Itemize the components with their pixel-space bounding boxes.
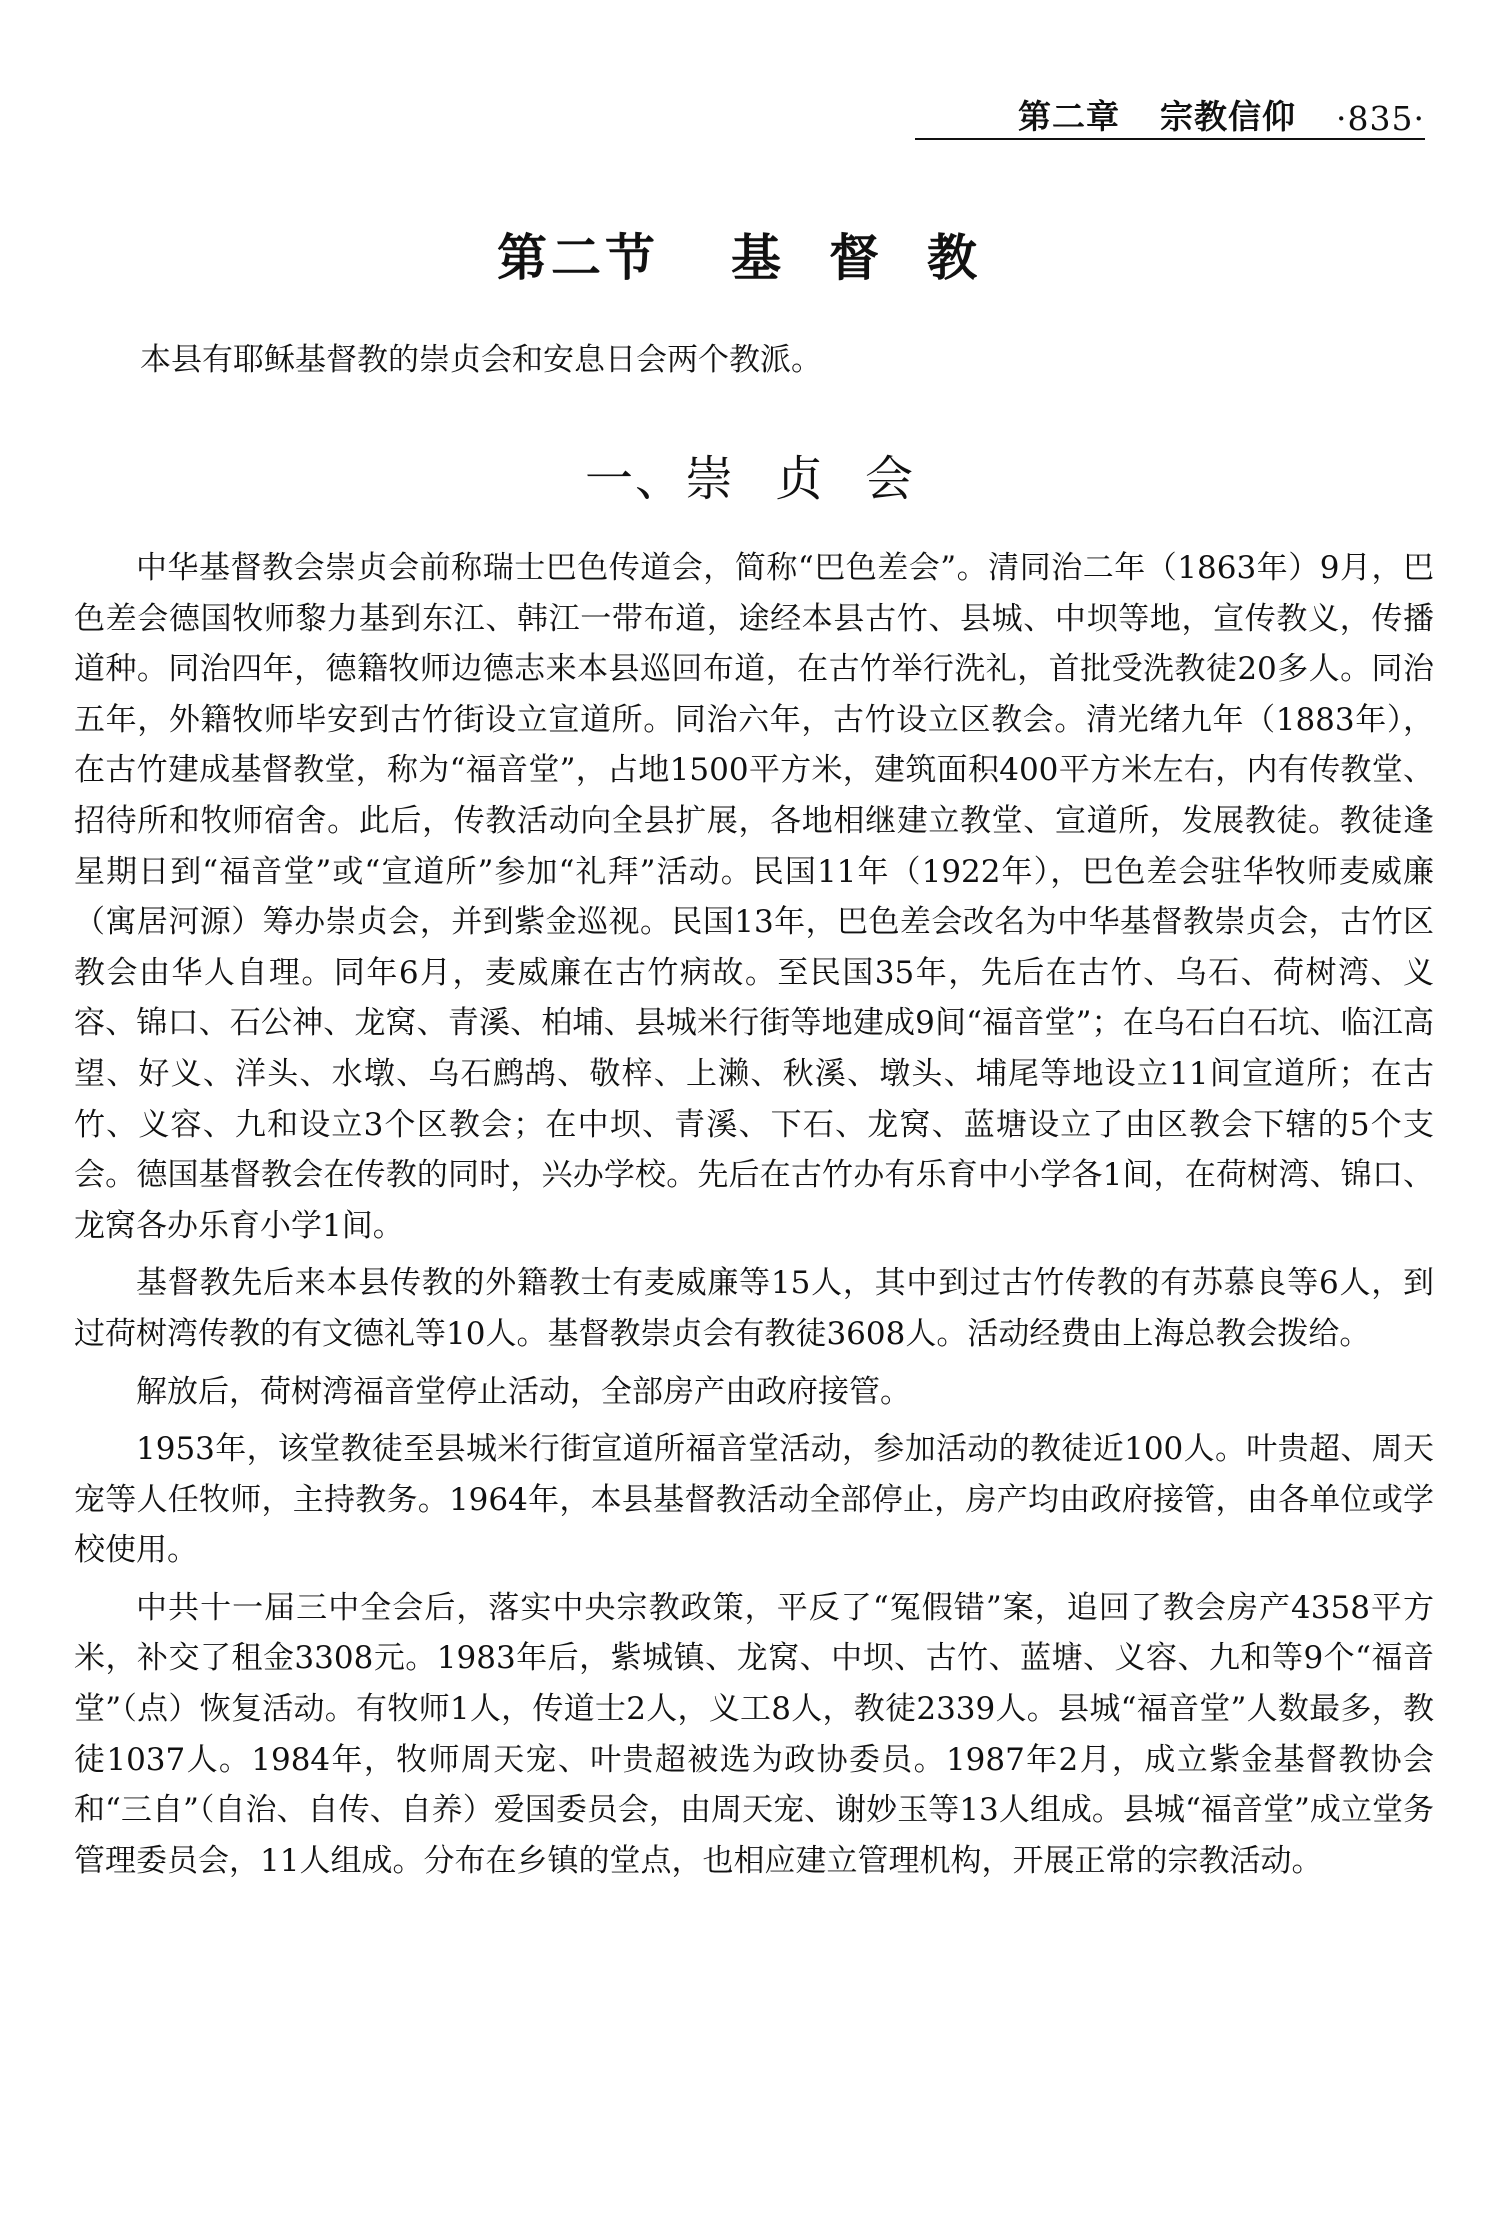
paragraph: 解放后，荷树湾福音堂停止活动，全部房产由政府接管。 bbox=[136, 1373, 911, 1410]
subsection-title-char: 一、崇 bbox=[584, 451, 735, 507]
section-title bbox=[0, 218, 1500, 290]
subsection-title-char: 贞 bbox=[774, 451, 825, 507]
section-title-char: 督 bbox=[829, 229, 883, 287]
subsection-title-char: 会 bbox=[865, 451, 916, 507]
paragraph: 中共十一届三中全会后，落实中央宗教政策，平反了“冤假错”案，追回了教会房产4358平方米，补交了租金3308元。1983年后，紫城镇、龙窝、中坝、古竹、蓝塘、义容、九和等9个“福音堂”（点）恢复活动。有牧师1人，传道士2人，义工8人，教徒2339人。县城“福音堂”人数最多，教徒1037人。1984年，牧师周天宠、叶贵超被选为政协委员。1987年2月，成立紫金基督教协会和“三自”（自治、自传、自养）爱国委员会，由周天宠、谢妙玉等13人组成。县城“福音堂”成立堂务管理委员会，11人组成。分布在乡镇的堂点，也相应建立管理机构，开展正常的宗教活动。 bbox=[74, 1589, 1434, 1879]
subsection-title bbox=[0, 440, 1500, 509]
page-number: ·835· bbox=[1336, 99, 1425, 138]
header-rule bbox=[915, 138, 1425, 140]
section-title-char: 基 bbox=[731, 229, 785, 287]
section-number: 第二节 bbox=[497, 229, 659, 287]
paragraph: 基督教先后来本县传教的外籍教士有麦威廉等15人，其中到过古竹传教的有苏慕良等6人，到过荷树湾传教的有文德礼等10人。基督教崇贞会有教徒3608人。活动经费由上海总教会拨给。 bbox=[74, 1265, 1434, 1352]
chapter-topic: 宗教信仰 bbox=[1160, 97, 1297, 136]
body-text bbox=[74, 543, 1434, 1893]
section-title-char: 教 bbox=[927, 229, 981, 287]
section-intro: 本县有耶稣基督教的崇贞会和安息日会两个教派。 bbox=[140, 342, 822, 378]
paragraph: 中华基督教会崇贞会前称瑞士巴色传道会，简称“巴色差会”。清同治二年（1863年）9月，巴色差会德国牧师黎力基到东江、韩江一带布道，途经本县古竹、县城、中坝等地，宣传教义，传播道种。同治四年，德籍牧师边德志来本县巡回布道，在古竹举行洗礼，首批受洗教徒20多人。同治五年，外籍牧师毕安到古竹街设立宣道所。同治六年，古竹设立区教会。清光绪九年（1883年），在古竹建成基督教堂，称为“福音堂”，占地1500平方米，建筑面积400平方米左右，内有传教堂、招待所和牧师宿舍。此后，传教活动向全县扩展，各地相继建立教堂、宣道所，发展教徒。教徒逢星期日到“福音堂”或“宣道所”参加“礼拜”活动。民国11年（1922年），巴色差会驻华牧师麦威廉（寓居河源）筹办崇贞会，并到紫金巡视。民国13年，巴色差会改名为中华基督教崇贞会，古竹区教会由华人自理。同年6月，麦威廉在古竹病故。至民国35年，先后在古竹、乌石、荷树湾、义容、锦口、石公神、龙窝、青溪、柏埔、县城米行街等地建成9间“福音堂”；在乌石白石坑、临江高望、好义、洋头、水墩、乌石鹧鸪、敬梓、上濑、秋溪、墩头、埔尾等地设立11间宣道所；在古竹、义容、九和设立3个区教会；在中坝、青溪、下石、龙窝、蓝塘设立了由区教会下辖的5个支会。德国基督教会在传教的同时，兴办学校。先后在古竹办有乐育中小学各1间，在荷树湾、锦口、龙窝各办乐育小学1间。 bbox=[74, 550, 1434, 1244]
chapter-label: 第二章 bbox=[1018, 97, 1121, 136]
running-header bbox=[915, 82, 1425, 138]
paragraph: 1953年，该堂教徒至县城米行街宣道所福音堂活动，参加活动的教徒近100人。叶贵超、周天宠等人任牧师，主持教务。1964年，本县基督教活动全部停止，房产均由政府接管，由各单位或学校使用。 bbox=[74, 1431, 1434, 1569]
